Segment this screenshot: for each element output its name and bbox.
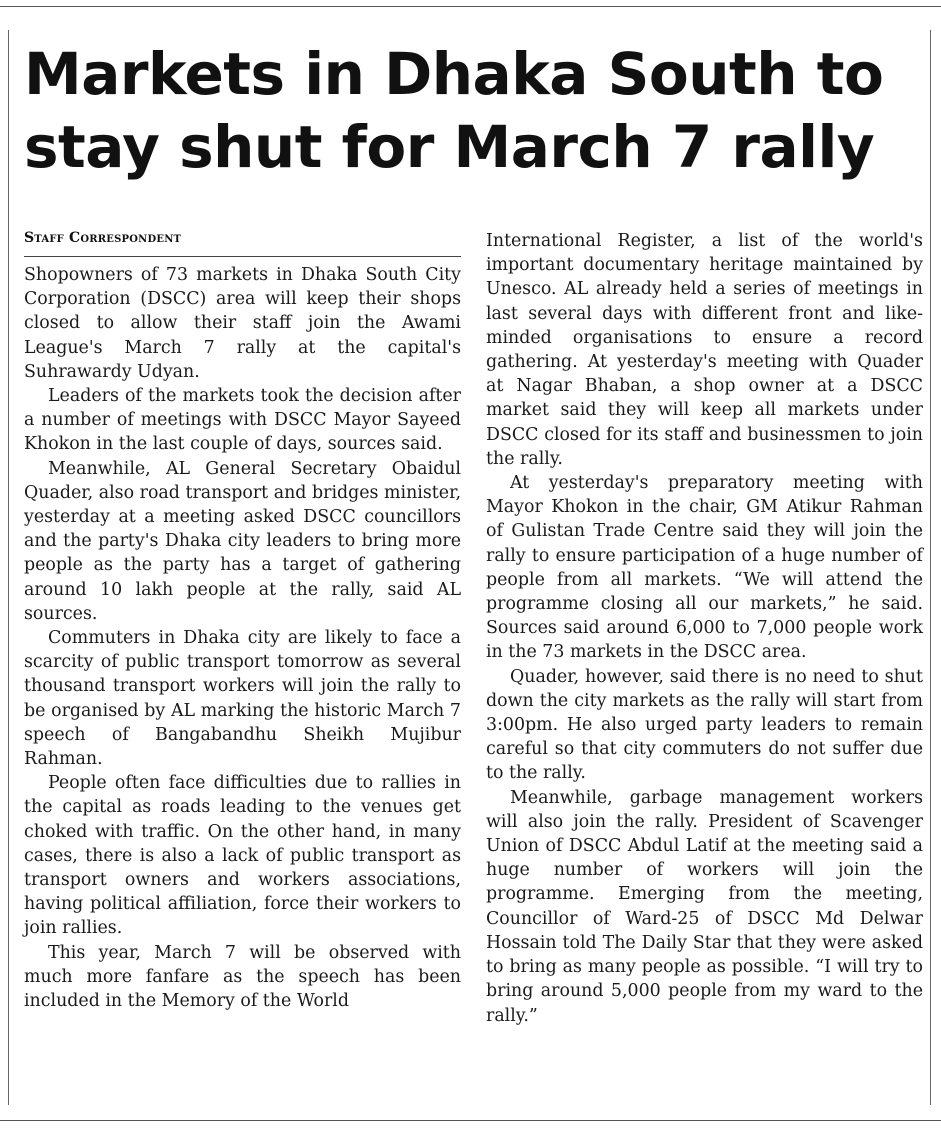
top-rule	[0, 6, 941, 7]
left-rule	[8, 30, 9, 1105]
paragraph: International Register, a list of the world's important documentary heritage maintained by Unesco. AL already held a series of meetings in last several days with different front and like-minded organisations to ensure a record gathering. At yesterday's meeting with Quader at Nagar Bhaban, a shop owner at a DSCC market said they will keep all markets under DSCC closed for its staff and businessmen to join the rally.	[486, 231, 923, 469]
right-rule	[930, 30, 931, 1105]
article-column-right	[486, 229, 923, 1028]
headline: Markets in Dhaka South to stay shut for March 7 rally	[24, 40, 884, 181]
paragraph: Shopowners of 73 markets in Dhaka South City Corporation (DSCC) area will keep their shops closed to allow their staff join the Awami League's March 7 rally at the capital's Suhrawardy Udyan.	[24, 265, 461, 382]
paragraph: At yesterday's preparatory meeting with Mayor Khokon in the chair, GM Atikur Rahman of Gulistan Trade Centre said they will join the rally to ensure participation of a huge number of people from all markets. “We will attend the programme closing all our markets,” he said. Sources said around 6,000 to 7,000 people work in the 73 markets in the DSCC area.	[486, 473, 923, 663]
paragraph: Meanwhile, garbage management workers will also join the rally. President of Scavenger Union of DSCC Abdul Latif at the meeting said a huge number of workers will join the programme. Emerging from the meeting, Councillor of Ward-25 of DSCC Md Delwar Hossain told The Daily Star that they were asked to bring as many people as possible. “I will try to bring around 5,000 people from my ward to the rally.”	[486, 787, 923, 1026]
article-column-left	[24, 228, 461, 1013]
paragraph: Meanwhile, AL General Secretary Obaidul Quader, also road transport and bridges minister, yesterday at a meeting asked DSCC councillors and the party's Dhaka city leaders to bring more people as the party has a target of gathering around 10 lakh people at the rally, said AL sources.	[24, 458, 461, 624]
byline	[24, 228, 461, 257]
bottom-rule	[0, 1120, 941, 1121]
paragraph: Commuters in Dhaka city are likely to face a scarcity of public transport tomorrow as several thousand transport workers will join the rally to be organised by AL marking the historic March 7 speech of Bangabandhu Sheikh Mujibur Rahman.	[24, 628, 461, 770]
byline-text: Staff Correspondent	[24, 230, 182, 246]
paragraph: Quader, however, said there is no need to shut down the city markets as the rally will start from 3:00pm. He also urged party leaders to remain careful so that city commuters do not suffer due to the rally.	[486, 666, 923, 784]
paragraph: This year, March 7 will be observed with much more fanfare as the speech has been included in the Memory of the World	[24, 942, 461, 1012]
paragraph: People often face difficulties due to rallies in the capital as roads leading to the venues get choked with traffic. On the other hand, in many cases, there is also a lack of public transport as transport owners and workers associations, having political affiliation, force their workers to join rallies.	[24, 773, 461, 939]
paragraph: Leaders of the markets took the decision after a number of meetings with DSCC Mayor Sayeed Khokon in the last couple of days, sources said.	[24, 386, 461, 455]
